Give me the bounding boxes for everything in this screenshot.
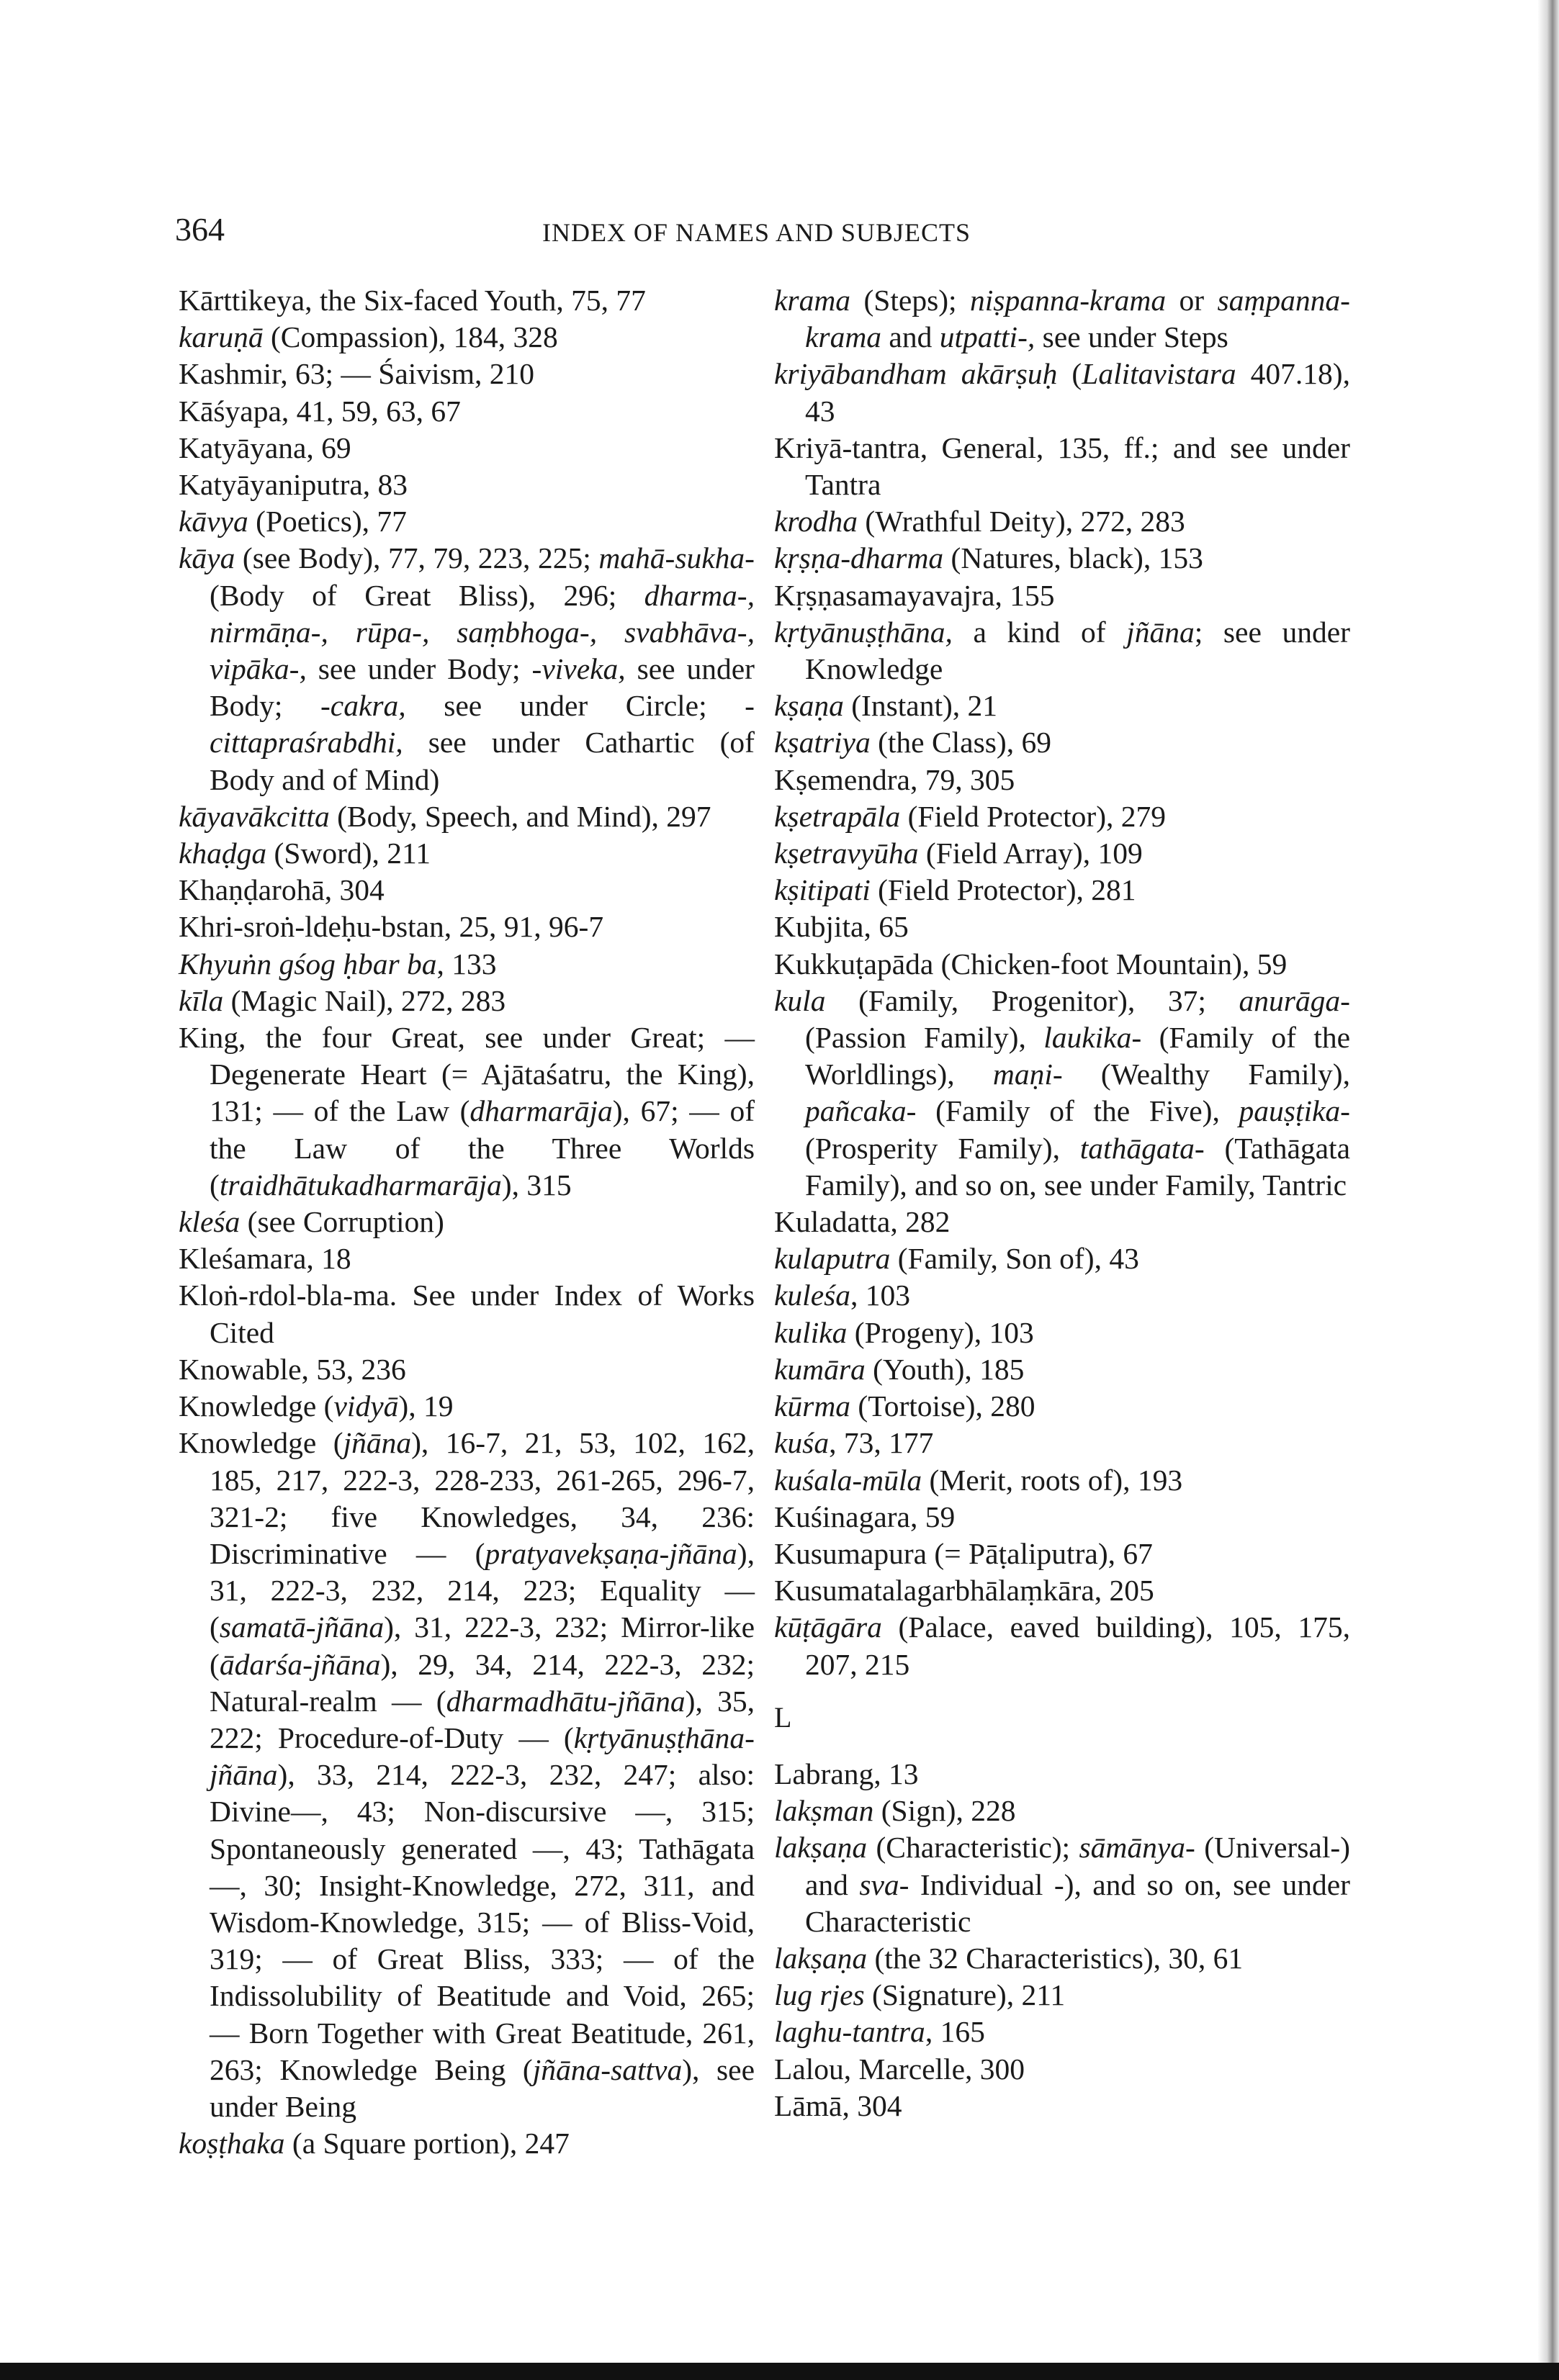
index-entry — [179, 1425, 755, 2125]
entry-text: Labrang, 13 — [774, 1757, 919, 1790]
entry-text: a kind of — [952, 615, 1127, 649]
page-header — [175, 210, 1338, 261]
entry-text: Knowledge ( — [179, 1426, 343, 1460]
index-entry — [774, 1829, 1350, 1940]
entry-term-italic: lakṣaṇa — [774, 1941, 868, 1975]
entry-text: see under Cathartic (of Body and of Mind) — [210, 726, 755, 796]
index-entry — [774, 1572, 1350, 1609]
entry-text: Lāmā, 304 — [774, 2088, 902, 2122]
entry-text: (the Class), 69 — [870, 726, 1051, 759]
entry-term-italic: kāvya — [179, 505, 248, 538]
entry-term-italic: dharmadhātu-jñāna — [446, 1684, 686, 1718]
index-entry — [774, 762, 1350, 798]
entry-term-italic: lug rjes — [774, 1978, 865, 2012]
entry-term-italic: koṣṭhaka — [179, 2127, 285, 2160]
entry-text: see under Body; — [306, 652, 532, 686]
entry-text: ), 31, 222-3, 232; Mirror-like ( — [210, 1610, 755, 1681]
entry-text: ( — [1057, 357, 1082, 391]
entry-text: Kleśamara, 18 — [179, 1242, 351, 1276]
entry-term-italic: kṣetrapāla — [774, 799, 901, 833]
entry-text: (Family of the Five), — [916, 1094, 1239, 1128]
entry-text: Kusumatalagarbhālaṃkāra, 205 — [774, 1574, 1154, 1608]
entry-text: , 165 — [925, 2015, 985, 2049]
entry-term-italic: kula — [774, 983, 826, 1017]
entry-term-italic: kulika — [774, 1315, 848, 1349]
index-entry — [179, 946, 755, 983]
entry-text: (Family of the Worldlings), — [805, 1021, 1351, 1091]
entry-term-italic: -viveka, — [531, 652, 626, 686]
index-entry — [179, 1019, 755, 1204]
index-entry — [179, 2125, 755, 2162]
entry-term-italic: samatā-jñāna — [219, 1610, 385, 1644]
index-entry — [774, 688, 1350, 724]
index-entry — [179, 393, 755, 430]
index-entry — [774, 1388, 1350, 1425]
index-entry — [774, 946, 1350, 983]
entry-term-italic: traidhātukadharmarāja — [219, 1168, 502, 1202]
entry-text: Khri-sroṅ-ldeḥu-bstan, 25, 91, 96-7 — [179, 910, 604, 944]
entry-term-italic: kūrma — [774, 1389, 851, 1423]
index-entry — [774, 2051, 1350, 2088]
index-entry — [179, 282, 755, 319]
index-entry — [774, 1793, 1350, 1829]
entry-term-italic: -cittapraśrabdhi, — [210, 689, 755, 759]
entry-text: (Natures, black), 153 — [943, 541, 1203, 575]
entry-text: Kāśyapa, 41, 59, 63, 67 — [179, 394, 461, 428]
entry-term-italic: kuśala-mūla — [774, 1463, 922, 1497]
entry-term-italic: Lalitavistara — [1082, 357, 1236, 391]
entry-text: ), 315 — [501, 1168, 572, 1202]
entry-text: (Passion Family), — [805, 1021, 1044, 1055]
scan-bottom-border — [0, 2363, 1559, 2380]
index-entry — [774, 614, 1350, 688]
entry-term-italic: lakṣman — [774, 1794, 874, 1828]
entry-term-italic: pañcaka- — [805, 1094, 917, 1128]
entry-term-italic: kuśa — [774, 1426, 830, 1460]
entry-term-italic: karuṇā — [179, 320, 264, 354]
entry-term-italic: pauṣṭika- — [1239, 1094, 1350, 1128]
entry-text: (Poetics), 77 — [248, 505, 407, 538]
entry-term-italic: kriyābandham akārṣuḥ — [774, 357, 1058, 391]
entry-text: (Steps); — [850, 284, 971, 317]
entry-term-italic: kṣaṇa — [774, 689, 844, 723]
entry-text: Kukkuṭapāda (Chicken-foot Mountain), 59 — [774, 947, 1288, 981]
entry-text: (Merit, roots of), 193 — [922, 1463, 1183, 1497]
entry-text: ; see under Knowledge — [805, 615, 1350, 686]
entry-text: 407.18), 43 — [805, 357, 1350, 428]
entry-text: Katyāyana, 69 — [179, 431, 351, 464]
entry-text: Kashmir, 63; — Śaivism, 210 — [179, 357, 535, 391]
entry-term-italic: kāya — [179, 541, 235, 575]
entry-term-italic: anurāga- — [1239, 983, 1350, 1017]
entry-text: (Prosperity Family), — [805, 1131, 1080, 1165]
index-entry — [774, 356, 1350, 429]
entry-term-italic: mahā-sukha- — [598, 541, 755, 575]
section-k-continued — [774, 282, 1350, 1683]
entry-text: see under Body; — [210, 652, 755, 723]
section-l-entries — [774, 1756, 1350, 2124]
index-entry — [179, 1277, 755, 1351]
entry-term-italic: dharma-, nirmāṇa-, rūpa-, saṃbhoga-, svabhāva-, vipāka-, — [210, 578, 755, 686]
index-entry — [179, 1388, 755, 1425]
running-title: INDEX OF NAMES AND SUBJECTS — [542, 218, 971, 247]
entry-text: (a Square portion), 247 — [284, 2127, 570, 2160]
index-column-left — [179, 282, 755, 2162]
entry-term-italic: sāmānya- — [1079, 1831, 1195, 1865]
entry-text: ), 35, 222; Procedure-of-Duty — ( — [210, 1684, 755, 1754]
entry-term-italic: tathāgata- — [1079, 1131, 1205, 1165]
entry-text: Kriyā-tantra, General, 135, ff.; and see under Tantra — [774, 431, 1350, 502]
entry-text: , 133 — [436, 947, 497, 981]
entry-text: Individual -), and so on, see under Characteristic — [805, 1867, 1350, 1938]
entry-text: (see Corruption) — [240, 1205, 444, 1239]
entry-text: Khaṇḍarohā, 304 — [179, 873, 385, 907]
index-entry — [774, 1609, 1350, 1682]
index-entry — [179, 540, 755, 798]
entry-text: (Field Protector), 281 — [870, 873, 1136, 907]
entry-term-italic: kleśa — [179, 1205, 241, 1239]
entry-text: King, the four Great, see under Great; — Degenerate Heart (= Ajātaśatru, the King), 131; — of the Law ( — [179, 1021, 755, 1128]
entry-text: Kubjita, 65 — [774, 910, 909, 944]
entry-term-italic: kīla — [179, 983, 224, 1017]
page-number: 364 — [175, 211, 225, 248]
entry-text: Knowable, 53, 236 — [179, 1352, 406, 1386]
entry-text: ), 19 — [398, 1389, 454, 1423]
entry-text: or — [1166, 284, 1218, 317]
entry-text: (see Body), 77, 79, 223, 225; — [235, 541, 599, 575]
entry-text: Kārttikeya, the Six-faced Youth, 75, 77 — [179, 284, 646, 317]
entry-term-italic: kṛṣṇa-dharma — [774, 541, 944, 575]
entry-term-italic: Khyuṅn gśog ḥbar ba — [179, 947, 437, 981]
entry-text: (Family, Son of), 43 — [890, 1242, 1139, 1276]
entry-term-italic: kṛtyānuṣṭhāna-jñāna — [210, 1721, 755, 1792]
entry-text: , 103 — [850, 1279, 911, 1312]
entry-text: Kṣemendra, 79, 305 — [774, 762, 1015, 796]
entry-term-italic: krodha — [774, 505, 858, 538]
entry-term-italic: ādarśa-jñāna — [219, 1647, 381, 1681]
index-entry — [774, 724, 1350, 761]
entry-text: Kloṅ-rdol-bla-ma. See under Index of Works Cited — [179, 1279, 755, 1349]
entry-text: Kuśinagara, 59 — [774, 1500, 956, 1533]
entry-text: Kusumapura (= Pāṭaliputra), 67 — [774, 1536, 1153, 1570]
index-entry — [774, 282, 1350, 356]
entry-term-italic: kāyavākcitta — [179, 799, 330, 833]
entry-text: (Field Array), 109 — [918, 837, 1143, 870]
index-entry — [774, 1277, 1350, 1314]
index-entry — [179, 1204, 755, 1240]
index-entry — [179, 909, 755, 945]
entry-text: (Wrathful Deity), 272, 283 — [858, 505, 1185, 538]
entry-term-italic: maṇi- — [992, 1058, 1063, 1091]
entry-term-italic: laukika- — [1043, 1021, 1142, 1055]
entry-text: Kuladatta, 282 — [774, 1205, 951, 1239]
entry-term-italic: kṣetravyūha — [774, 837, 919, 870]
index-entry — [774, 1940, 1350, 1977]
index-entry — [774, 1204, 1350, 1240]
entry-term-italic: utpatti-, — [939, 320, 1035, 354]
entry-text: ), 16-7, 21, 53, 102, 162, 185, 217, 222-3, 228-233, 261-265, 296-7, 321-2; five Knowledges, 34, 236: Discriminative — ( — [210, 1426, 755, 1570]
entry-text: Katyāyaniputra, 83 — [179, 468, 408, 502]
entry-term-italic: kuleśa — [774, 1279, 851, 1312]
entry-text: (Instant), 21 — [843, 689, 998, 723]
index-column-right — [774, 282, 1350, 2124]
entry-text: ), 33, 214, 222-3, 232, 247; also: Divine—, 43; Non-discursive —, 315; Spontaneously generated —, 43; Tathāgata —, 30; Insight-Knowledge, 272, 311, and Wisdom-Knowledge, 315; — of Bliss-Void, 319; — of Great Bliss, 333; — of the Indissolubility of Beatitude and Void, 265; — Born Together with Great Beatitude, 261, 263; Knowledge Being ( — [210, 1758, 755, 2086]
entry-text: (Family, Progenitor), 37; — [825, 983, 1239, 1017]
entry-text: (Youth), 185 — [865, 1352, 1025, 1386]
entry-term-italic: kūṭāgāra — [774, 1610, 882, 1644]
entry-text: (Characteristic); — [867, 1831, 1079, 1865]
entry-text: (Body, Speech, and Mind), 297 — [329, 799, 711, 833]
entry-text: (Wealthy Family), — [1062, 1058, 1350, 1091]
entry-text: (Sign), 228 — [873, 1794, 1016, 1828]
entry-term-italic: vidyā — [333, 1389, 399, 1423]
entry-text: ), 29, 34, 214, 222-3, 232; Natural-realm — ( — [210, 1647, 755, 1718]
entry-term-italic: jñāna-sattva — [532, 2052, 683, 2086]
index-entry — [774, 1351, 1350, 1388]
index-entry — [774, 1425, 1350, 1461]
section-letter-l: L — [774, 1700, 792, 1734]
index-entry — [774, 2088, 1350, 2124]
index-entry — [179, 835, 755, 872]
entry-term-italic: jñāna — [343, 1426, 412, 1460]
entry-text: , 73, 177 — [829, 1426, 934, 1460]
entry-text: ), see under Being — [210, 2052, 755, 2123]
index-entry — [774, 577, 1350, 614]
entry-text: (Field Protector), 279 — [900, 799, 1167, 833]
index-entry — [179, 798, 755, 835]
entry-term-italic: dharmarāja — [470, 1094, 613, 1128]
entry-term-italic: niṣpanna-krama — [970, 284, 1167, 317]
index-entry — [774, 1536, 1350, 1572]
index-entry — [774, 909, 1350, 945]
entry-term-italic: pratyavekṣaṇa-jñāna — [485, 1536, 737, 1570]
index-entry — [774, 2014, 1350, 2050]
entry-term-italic: saṃpanna-krama — [805, 284, 1350, 354]
index-entry — [774, 430, 1350, 503]
index-entry — [774, 1315, 1350, 1351]
index-entry — [774, 1462, 1350, 1499]
entry-term-italic: kṣitipati — [774, 873, 871, 907]
entry-term-italic: jñāna — [1126, 615, 1195, 649]
index-entry — [774, 1240, 1350, 1277]
index-entry — [774, 983, 1350, 1204]
entry-text: ), 31, 222-3, 232, 214, 223; Equality — ( — [210, 1536, 755, 1644]
entry-term-italic: kṣatriya — [774, 726, 871, 759]
index-entry — [179, 466, 755, 503]
index-entry — [774, 540, 1350, 577]
entry-text: (Compassion), 184, 328 — [263, 320, 558, 354]
entry-text: (Tathāgata Family), and so on, see under Family, Tantric — [805, 1131, 1350, 1202]
entry-term-italic: krama — [774, 284, 851, 317]
entry-text: Kṛṣṇasamayavajra, 155 — [774, 578, 1055, 612]
entry-term-italic: sva- — [859, 1867, 909, 1901]
scan-edge-shadow — [1537, 0, 1559, 2380]
index-entry — [179, 319, 755, 356]
entry-text: ), 67; — of the Law of the Three Worlds ( — [210, 1094, 755, 1202]
entry-text: see under Circle; — [405, 689, 745, 723]
index-entry — [774, 1499, 1350, 1536]
entry-term-italic: khaḍga — [179, 837, 267, 870]
index-entry — [774, 835, 1350, 872]
entry-text: and — [881, 320, 940, 354]
index-entry — [774, 798, 1350, 835]
entry-text: (Signature), 211 — [864, 1978, 1066, 2012]
index-entry — [774, 503, 1350, 540]
entry-text: (Palace, eaved building), 105, 175, 207, 215 — [805, 1610, 1350, 1681]
entry-text: (the 32 Characteristics), 30, 61 — [867, 1941, 1244, 1975]
entry-text: Lalou, Marcelle, 300 — [774, 2052, 1025, 2086]
entry-text: (Body of Great Bliss), 296; — [210, 578, 644, 612]
index-entry — [179, 356, 755, 392]
entry-term-italic: kulaputra — [774, 1242, 891, 1276]
entry-text: (Sword), 211 — [266, 837, 431, 870]
entry-term-italic: kumāra — [774, 1352, 866, 1386]
index-entry — [774, 1756, 1350, 1793]
index-entry — [774, 872, 1350, 909]
index-entry — [179, 503, 755, 540]
index-entry — [179, 1240, 755, 1277]
index-entry — [179, 872, 755, 909]
entry-text: see under Steps — [1035, 320, 1228, 354]
entry-text: (Magic Nail), 272, 283 — [223, 983, 506, 1017]
entry-term-italic: -cakra, — [320, 689, 406, 723]
index-entry — [774, 1977, 1350, 2014]
entry-term-italic: lakṣaṇa — [774, 1831, 868, 1865]
index-entry — [179, 1351, 755, 1388]
index-entry — [179, 430, 755, 466]
entry-term-italic: laghu-tantra — [774, 2015, 925, 2049]
entry-text: Knowledge ( — [179, 1389, 334, 1423]
entry-term-italic: kṛtyānuṣṭhāna, — [774, 615, 953, 649]
entry-text: (Tortoise), 280 — [850, 1389, 1035, 1423]
entry-text: (Universal-) and — [805, 1831, 1350, 1901]
entry-text: (Progeny), 103 — [847, 1315, 1034, 1349]
index-entry — [179, 983, 755, 1019]
